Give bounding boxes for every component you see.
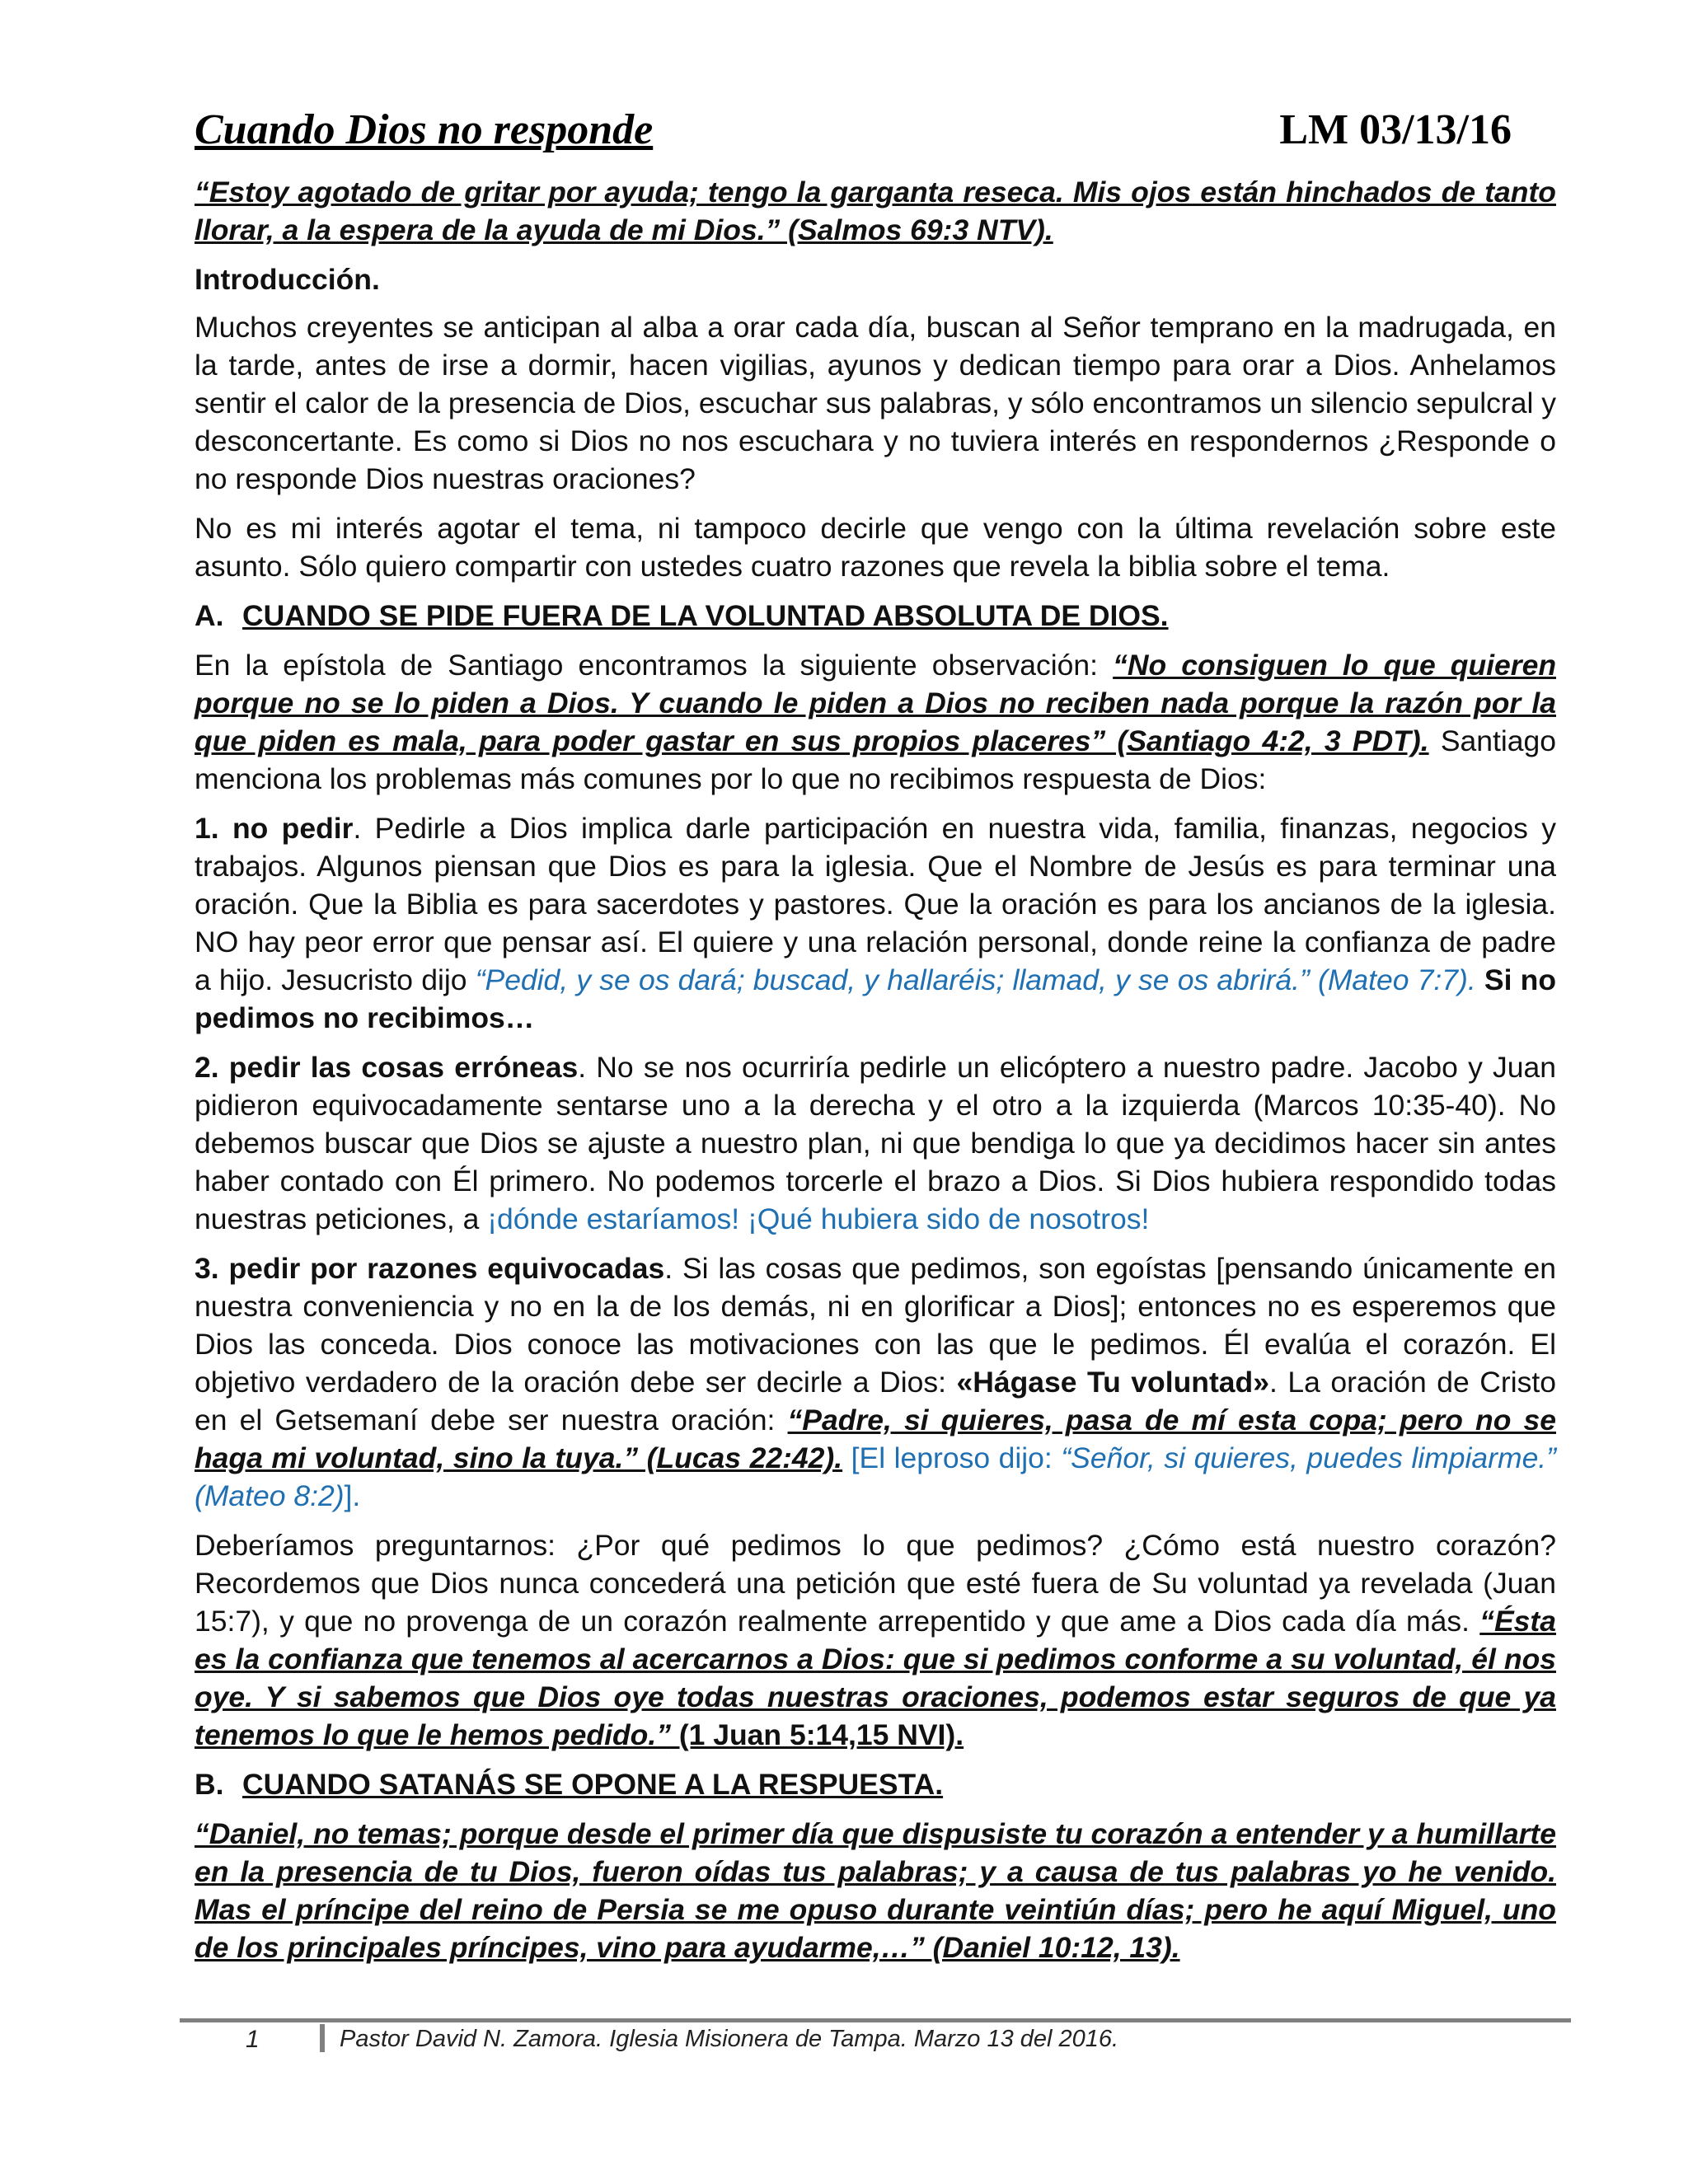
point-2-label: 2. pedir las cosas erróneas [195,1051,579,1084]
section-a-intro [195,646,1556,798]
point-1-label: 1. no pedir [195,812,354,845]
section-a-letter: A. [195,599,224,632]
section-b-heading [195,1765,1556,1803]
section-b-title: CUANDO SATANÁS SE OPONE A LA RESPUESTA. [242,1768,944,1801]
section-b-letter: B. [195,1768,224,1801]
document-header [195,105,1556,158]
point-3-label: 3. pedir por razones equivocadas [195,1252,665,1285]
intro-heading: Introducción. [195,263,380,296]
daniel-quote: “Daniel, no temas; porque desde el primer día que dispusiste tu corazón a entender y a humillarte en la presencia de tu Dios, fueron oídas tus palabras; y a causa de tus palabras yo he venido. Mas el príncipe del reino de Persia se me opuso durante veintiún días; pero he aquí Miguel, uno de los principales príncipes, vino para ayudarme,…” (Daniel 10:12, 13). [195,1817,1556,1964]
document-code: LM 03/13/16 [1279,106,1512,153]
bracket-open: [El leproso dijo: [842,1441,1062,1474]
epigraph [195,173,1556,249]
section-a-intro-text: En la epístola de Santiago encontramos la siguiente observación: [195,649,1114,682]
point-1-text: . Pedirle a Dios implica darle participación en nuestra vida, familia, finanzas, negocios y trabajos. Algunos piensan que Dios es para la iglesia. Que el Nombre de Jesús es para terminar una oración. Que la Biblia es para sacerdotes y pastores. Que la oración es para los ancianos de la iglesia. NO hay peor error que pensar así. El quiere y una relación personal, donde reine la confianza de padre a hijo. Jesucristo dijo [195,812,1556,996]
section-a-heading [195,597,1556,635]
point-3 [195,1249,1556,1515]
point-2-exclaim: ¡dónde estaríamos! ¡Qué hubiera sido de nosotros! [487,1202,1150,1235]
leproso-quote: “Señor, si quieres, puedes limpiarme.” (Mateo 8:2) [195,1441,1556,1512]
section-a-title: CUANDO SE PIDE FUERA DE LA VOLUNTAD ABSOLUTA DE DIOS. [242,599,1169,632]
section-a-closing [195,1526,1556,1754]
footer-text: Pastor David N. Zamora. Iglesia Misionera de Tampa. Marzo 13 del 2016. [340,2026,1119,2052]
epigraph-quote: “Estoy agotado de gritar por ayuda; tengo la garganta reseca. Mis ojos están hinchados de tanto llorar, a la espera de la ayuda de mi Dios.” (Salmos 69:3 NTV). [195,176,1556,246]
footer-page-number: 1 [246,2026,260,2053]
point-1 [195,809,1556,1037]
point-2 [195,1048,1556,1238]
point-2-text: . No se nos ocurriría pedirle un elicóptero a nuestro padre. Jacobo y Juan pidieron equivocadamente sentarse uno a la derecha y el otro a la izquierda (Marcos 10:35-40). No debemos buscar que Dios se ajuste a nuestro plan, ni que bendiga lo que ya decidimos hacer sin antes haber contado con Él primero. No podemos torcerle el brazo a Dios. Si Dios hubiera respondido todas nuestras peticiones, a [195,1051,1556,1235]
section-a-intro-post: Santiago menciona los problemas más comunes por lo que no recibimos respuesta de Dios: [195,724,1556,795]
santiago-quote: “No consiguen lo que quieren porque no se lo piden a Dios. Y cuando le piden a Dios no reciben nada porque la razón por la que piden es mala, para poder gastar en sus propios placeres” (Santiago 4:2, 3 PDT). [195,649,1556,757]
lucas-quote: “Padre, si quieres, pasa de mí esta copa; pero no se haga mi voluntad, sino la tuya.” (Lucas 22:42). [195,1404,1556,1474]
juan-ref: (1 Juan 5:14,15 NVI). [670,1718,964,1751]
point-3-bold: «Hágase Tu voluntad» [956,1366,1269,1399]
closing-text: Deberíamos preguntarnos: ¿Por qué pedimos lo que pedimos? ¿Cómo está nuestro corazón? Recordemos que Dios nunca concederá una petición que esté fuera de Su voluntad ya revelada (Juan 15:7), y que no provenga de un corazón realmente arrepentido y que ame a Dios cada día más. [195,1529,1556,1638]
bracket-close: ]. [344,1479,361,1512]
footer-rule [180,2018,1571,2022]
document-body [195,173,1556,1978]
document-title: Cuando Dios no responde [195,106,654,153]
mateo-quote: “Pedid, y se os dará; buscad, y hallaréis; llamad, y se os abrirá.” (Mateo 7:7). [475,963,1476,996]
daniel-paragraph [195,1815,1556,1966]
point-1-closing: Si no pedimos no recibimos… [195,963,1557,1034]
juan-quote: “Ésta es la confianza que tenemos al acercarnos a Dios: que si pedimos conforme a su voluntad, él nos oye. Y si sabemos que Dios oye todas nuestras oraciones, podemos estar seguros de que ya tenemos lo que le hemos pedido.” [195,1605,1556,1751]
intro-paragraph-2: No es mi interés agotar el tema, ni tampoco decirle que vengo con la última revelación sobre este asunto. Sólo quiero compartir con ustedes cuatro razones que revela la biblia sobre el tema. [195,512,1556,583]
point-3-text-2: . La oración de Cristo en el Getsemaní debe ser nuestra oración: [195,1366,1556,1436]
footer-separator [320,2024,325,2052]
intro-paragraph-1: Muchos creyentes se anticipan al alba a orar cada día, buscan al Señor temprano en la madrugada, en la tarde, antes de irse a dormir, hacen vigilias, ayunos y dedican tiempo para orar a Dios. Anhelamos sentir el calor de la presencia de Dios, escuchar sus palabras, y sólo encontramos un silencio sepulcral y desconcertante. Es como si Dios no nos escuchara y no tuviera interés en respondernos ¿Responde o no responde Dios nuestras oraciones? [195,311,1556,495]
point-3-text: . Si las cosas que pedimos, son egoístas [pensando únicamente en nuestra conveniencia y no en la de los demás, ni en glorificar a Dios]; entonces no es esperemos que Dios las conceda. Dios conoce las motivaciones con las que le pedimos. Él evalúa el corazón. El objetivo verdadero de la oración debe ser decirle a Dios: [195,1252,1556,1399]
